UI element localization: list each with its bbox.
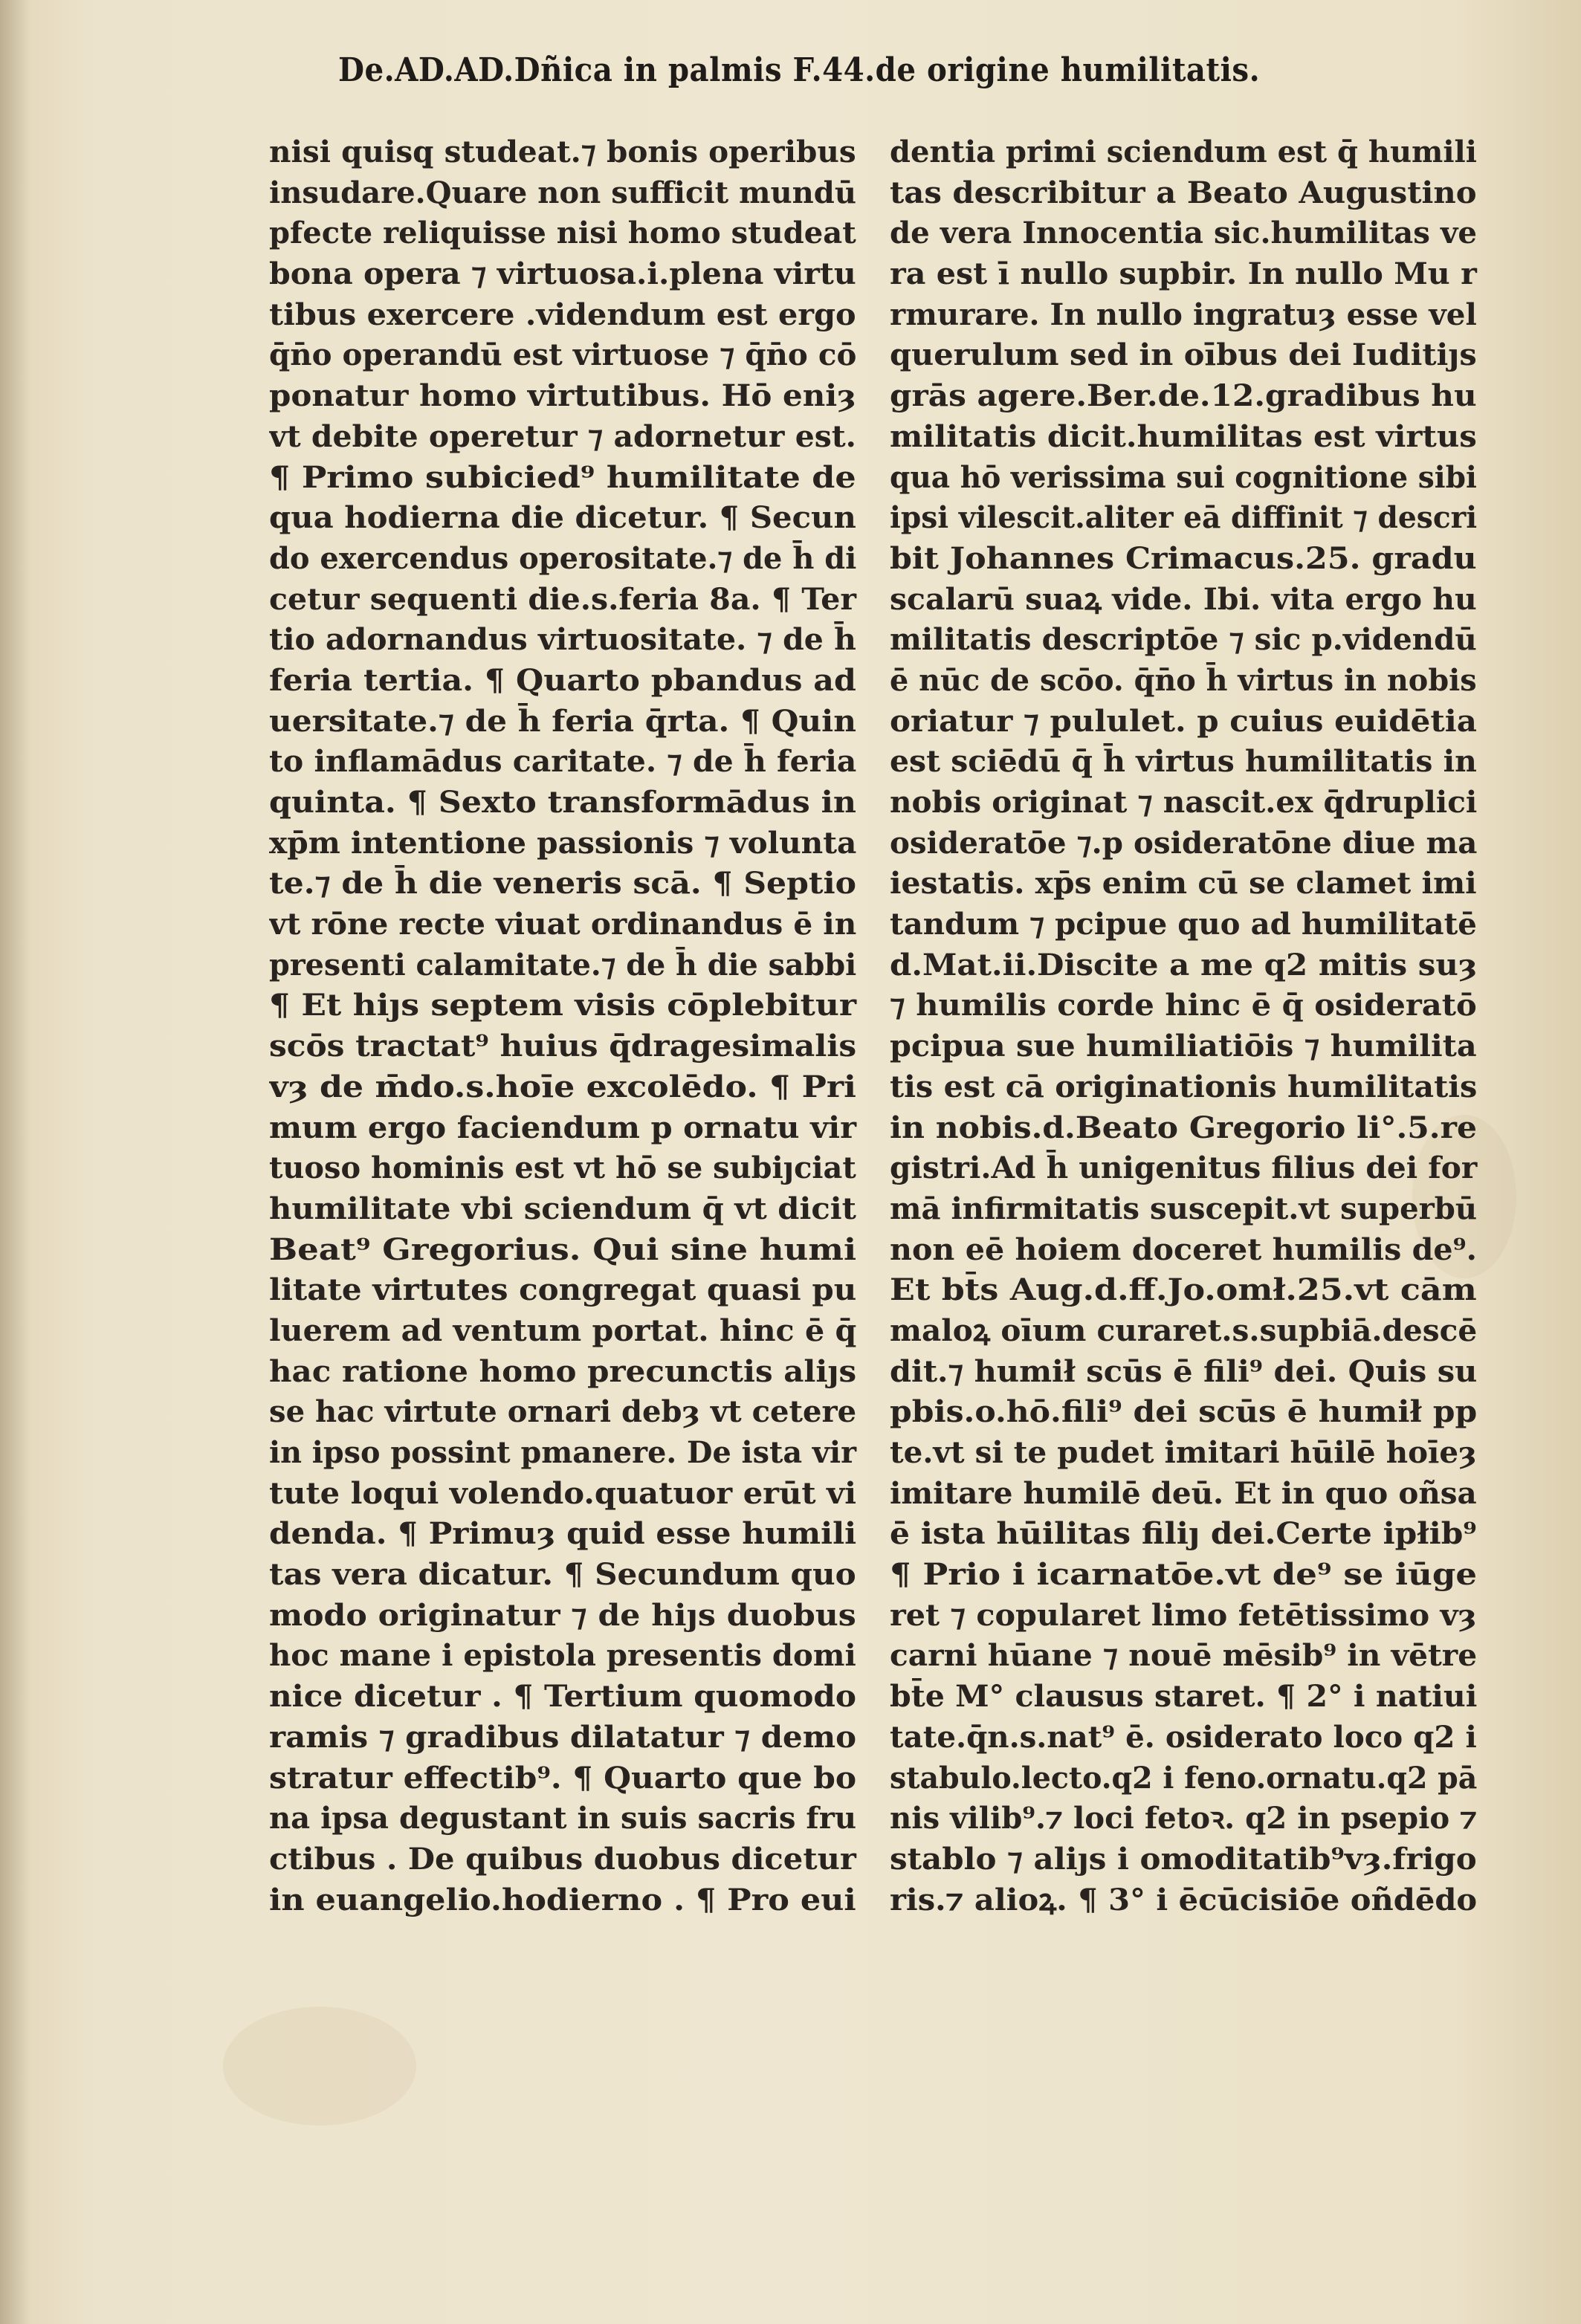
text-line: to inflamādus caritate. ⁊ de h̄ feria [269,744,857,780]
text-line: feria tertia. ¶ Quarto pbandus ad [269,662,856,698]
text-line: in nobis.d.Beato Gregorio li°.5.re [890,1110,1477,1145]
text-line: insudare.Quare non sufficit mundū [269,175,856,210]
text-line: bona opera ⁊ virtuosa.i.plena virtu [269,256,856,292]
text-line: stabulo.lecto.q2 i feno.ornatu.q2 pā [890,1760,1478,1796]
text-line: nobis originat ⁊ nascit.ex q̄druplici [890,785,1478,820]
text-line: dit.⁊ humił scūs ē fili⁹ dei. Quis su [890,1353,1478,1389]
binding-shadow [0,0,30,2324]
text-line: tate.q̄n.s.nat⁹ ē. osiderato loco q2 i [890,1719,1477,1755]
text-line: tibus exercere .videndum est ergo [269,297,856,332]
text-line: vt rōne recte viuat ordinandus ē in [269,907,857,942]
text-line: tute loqui volendo.quatuor erūt vi [269,1475,857,1511]
text-line: est sciēdū q̄ h̄ virtus humilitatis in [890,744,1477,780]
text-line: ponatur homo virtutibus. Hō eniȝ [269,378,856,414]
text-line: militatis descriptōe ⁊ sic p.videndū [890,622,1477,658]
text-line: xp̄m intentione passionis ⁊ volunta [269,825,857,861]
text-line: in ipso possint pmanere. De ista vir [269,1435,857,1470]
text-line: Beat⁹ Gregorius. Qui sine humi [269,1231,857,1267]
text-line: querulum sed in oībus dei Iuditiȷs [890,337,1477,373]
text-line: non eē hoiem doceret humilis de⁹. [890,1231,1478,1267]
text-line: se hac virtute ornari debȝ vt cetere [269,1394,857,1430]
text-line: pfecte reliquisse nisi homo studeat [269,216,856,251]
right-text-column [890,132,1484,1920]
text-line: iestatis. xp̄s enim cū se clamet imi [890,866,1477,902]
running-header: De.AD.AD.Dñica in palmis F.44.de origine humilitatis. [338,51,1261,89]
text-line: quinta. ¶ Sexto transformādus in [269,785,856,820]
text-line: denda. ¶ Primuȝ quid esse humili [269,1516,857,1552]
text-line: pbis.o.hō.fili⁹ dei scūs ē humił pp [890,1394,1478,1430]
text-line: ¶ Primo subicied⁹ humilitate de [269,459,856,495]
text-line: ramis ⁊ gradibus dilatatur ⁊ demo [269,1719,857,1755]
text-line: q̄n̄o operandū est virtuose ⁊ q̄n̄o cō [269,337,857,373]
text-line: hac ratione homo precunctis aliȷs [269,1353,857,1389]
text-line: stratur effectib⁹. ¶ Quarto que bo [269,1760,857,1796]
left-text-column [269,132,864,1920]
text-line: tis est cā originationis humilitatis [890,1069,1478,1104]
text-line: pcipua sue humiliatiōis ⁊ humilita [890,1029,1477,1064]
text-line: d.Mat.ii.Discite a me q2 mitis suȝ [890,947,1478,983]
text-line: ctibus . De quibus duobus dicetur [269,1841,856,1877]
text-line: uersitate.⁊ de h̄ feria q̄rta. ¶ Quin [269,703,856,739]
text-line: presenti calamitate.⁊ de h̄ die sabbi [269,947,857,983]
text-line: nisi quisq̧ studeat.⁊ bonis operibus [269,135,856,169]
text-line: oriatur ⁊ pululet. p cuius euidētia [890,703,1477,739]
text-line: bit Johannes Crimacus.25. gradu [890,540,1477,576]
text-line: scalarū suaꝝ vide. Ibi. vita ergo hu [890,581,1477,617]
text-line: bt̄e M° clausus staret. ¶ 2° i natiui [890,1679,1478,1715]
text-line: ret ⁊ copularet limo fetētissimo vȝ [890,1597,1477,1633]
text-line: de vera Innocentia sic.humilitas ve [890,216,1478,251]
text-line: grās agere.Ber.de.12.gradibus hu [890,378,1477,414]
text-line: modo originatur ⁊ de hiȷs duobus [269,1597,856,1633]
text-line: ē ista hūilitas filiȷ dei.Certe ipłib⁹ [890,1516,1477,1552]
text-line: militatis dicit.humilitas est virtus [890,418,1477,454]
text-line: maloꝝ oīum curaret.s.supbiā.descē [890,1312,1478,1348]
text-line: litate virtutes congregat quasi pu [269,1272,857,1308]
text-line: tandum ⁊ pcipue quo ad humilitatē [890,907,1477,942]
text-line: tas describitur a Beato Augustino [890,175,1477,210]
text-line: nice dicetur . ¶ Tertium quomodo [269,1679,857,1715]
text-line: vȝ de m̄do.s.hoīe excolēdo. ¶ Pri [269,1069,856,1104]
paper-stain [223,2007,416,2126]
text-line: hoc mane i epistola presentis domi [269,1638,856,1674]
text-line: do exercendus operositate.⁊ de h̄ di [269,540,857,576]
text-line: in euangelio.hodierno . ¶ Pro eui [269,1882,856,1917]
text-line: ipsi vilescit.aliter eā diffinit ⁊ descri [890,500,1478,536]
text-line: imitare humilē deū. Et in quo oñsa [890,1475,1477,1511]
text-line: mum ergo faciendum p ornatu vir [269,1110,857,1145]
text-line: ris.⁊ alioꝝ. ¶ 3° i ēcūcisiōe oñdēdo [890,1882,1478,1917]
text-line: te.⁊ de h̄ die veneris scā. ¶ Septio [269,866,856,902]
text-line: qua hō verissima sui cognitione sibi [890,459,1477,495]
text-line: vt debite operetur ⁊ adornetur est. [269,418,856,454]
text-line: humilitate vbi sciendum q̄ vt dicit [269,1191,856,1226]
text-line: tio adornandus virtuositate. ⁊ de h̄ [269,622,856,658]
text-line: dentia primi sciendum est q̄ humili [890,135,1477,169]
text-line: ¶ Et hiȷs septem visis cōplebitur [269,988,857,1023]
text-line: stablo ⁊ aliȷs i omoditatib⁹vȝ.frigo [890,1841,1477,1877]
text-line: scōs tractat⁹ huius q̄dragesimalis [269,1029,857,1064]
text-line: nis vilib⁹.⁊ loci fetoꝛ. q2 in psepio ⁊ [890,1801,1478,1836]
text-line: ra est ī nullo supbir. In nullo Mu r [890,256,1477,292]
text-line: qua hodierna die dicetur. ¶ Secun [269,500,856,536]
text-line: rmurare. In nullo ingratuȝ esse vel [890,297,1477,332]
text-line: ¶ Prio i icarnatōe.vt de⁹ se iūge [890,1557,1478,1593]
text-line: te.vt si te pudet imitari hūilē hoīeȝ [890,1435,1477,1470]
text-line: osideratōe ⁊.p osideratōne diue ma [890,825,1478,861]
text-line: luerem ad ventum portat. hinc ē q̄ [269,1312,857,1348]
text-line: mā infirmitatis suscepit.vt superbū [890,1191,1478,1226]
text-line: Et bt̄s Aug.d.ff.Jo.omł.25.vt cām [890,1272,1477,1308]
text-line: na ipsa degustant in suis sacris fru [269,1801,857,1836]
text-line: tas vera dicatur. ¶ Secundum quo [269,1557,856,1593]
text-line: tuoso hominis est vt hō se subiȷciat [269,1150,856,1186]
text-line: carni hūane ⁊ nouē mēsib⁹ in vētre [890,1638,1478,1674]
text-line: ⁊ humilis corde hinc ē q̄ osideratō [890,988,1477,1023]
text-line: gistri.Ad h̄ unigenitus filius dei for [890,1150,1478,1186]
text-line: cetur sequenti die.s.feria 8a. ¶ Ter [269,581,856,617]
text-line: ē nūc de scōo. q̄n̄o h̄ virtus in nobis [890,662,1477,698]
